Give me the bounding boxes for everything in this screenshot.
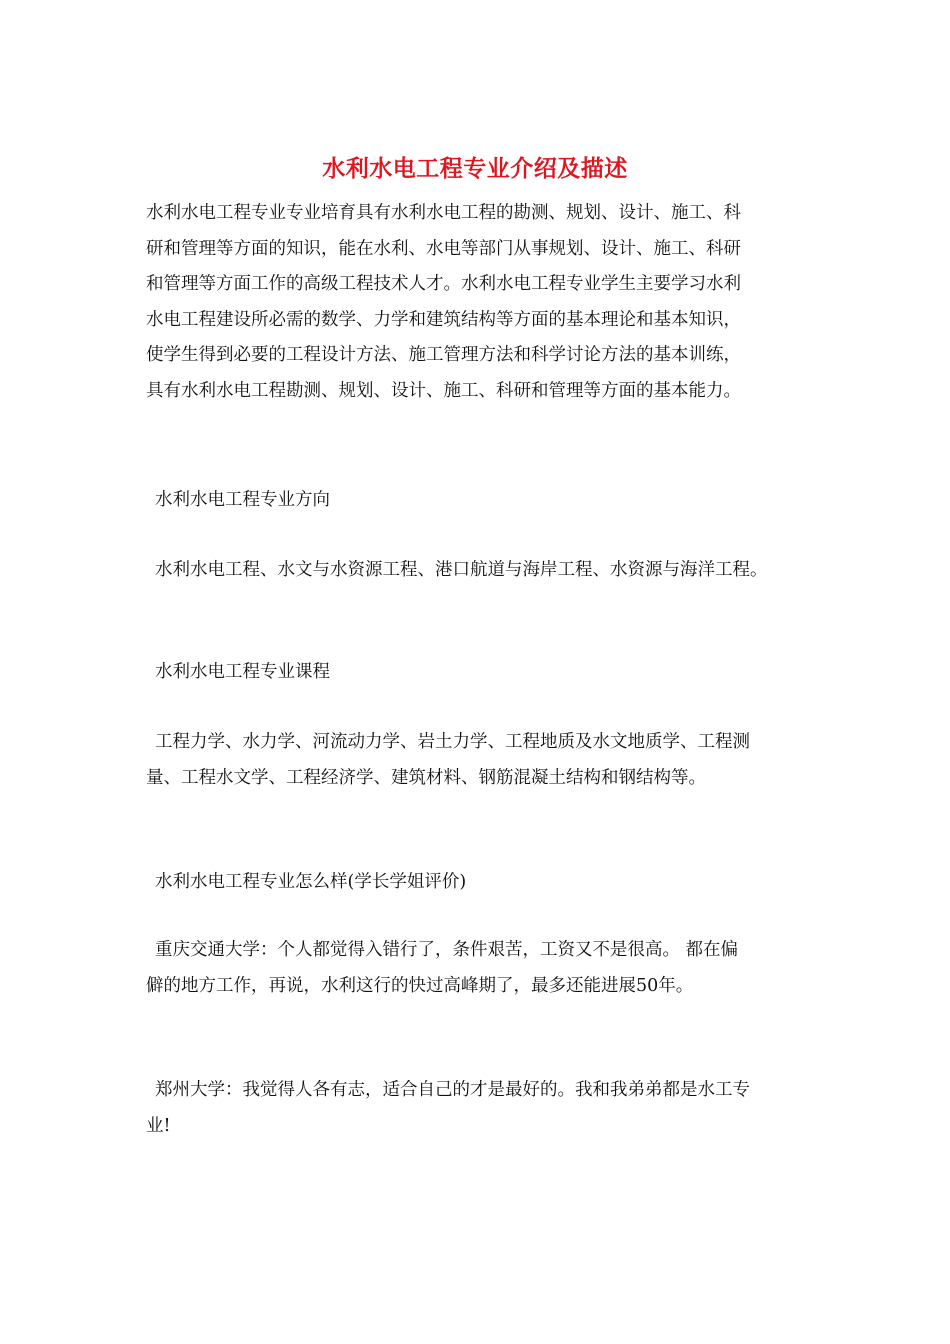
intro-line: 水电工程建设所必需的数学、力学和建筑结构等方面的基本理论和基本知识，: [146, 309, 741, 330]
intro-paragraph: [146, 196, 816, 409]
intro-line: 水利水电工程专业专业培育具有水利水电工程的勘测、规划、设计、施工、科: [146, 203, 741, 223]
courses-paragraph: [146, 725, 836, 796]
intro-line: 和管理等方面工作的高级工程技术人才。水利水电工程专业学生主要学习水利: [146, 274, 741, 294]
courses-heading-block: [146, 655, 836, 691]
intro-line: 使学生得到必要的工程设计方法、施工管理方法和科学讨论方法的基本训练，: [146, 345, 741, 365]
review-line: 重庆交通大学：个人都觉得入错行了，条件艰苦，工资又不是很高。 都在偏: [155, 940, 739, 960]
review-line: 僻的地方工作，再说，水利这行的快过高峰期了，最多还能进展50年。: [146, 975, 694, 996]
courses-line: 量、工程水文学、工程经济学、建筑材料、钢筋混凝土结构和钢结构等。: [146, 767, 706, 788]
direction-heading: 水利水电工程专业方向: [155, 490, 330, 510]
review-heading: 水利水电工程专业怎么样(学长学姐评价): [155, 872, 467, 892]
direction-paragraph: [146, 553, 836, 589]
direction-heading-block: [146, 483, 836, 519]
intro-line: 研和管理等方面的知识，能在水利、水电等部门从事规划、设计、施工、科研: [146, 238, 741, 259]
courses-line: 工程力学、水力学、河流动力学、岩土力学、工程地质及水文地质学、工程测: [155, 732, 750, 752]
direction-text: 水利水电工程、水文与水资源工程、港口航道与海岸工程、水资源与海洋工程。: [155, 560, 768, 580]
courses-heading: 水利水电工程专业课程: [155, 662, 330, 682]
review-heading-block: [146, 865, 836, 901]
intro-line: 具有水利水电工程勘测、规划、设计、施工、科研和管理等方面的基本能力。: [146, 380, 741, 401]
review-zhengzhou-paragraph: [146, 1073, 836, 1144]
review-line: 业!: [146, 1115, 171, 1136]
review-chongqing-paragraph: [146, 933, 836, 1004]
review-line: 郑州大学：我觉得人各有志，适合自己的才是最好的。我和我弟弟都是水工专: [155, 1080, 750, 1100]
document-title: 水利水电工程专业介绍及描述: [322, 155, 628, 182]
